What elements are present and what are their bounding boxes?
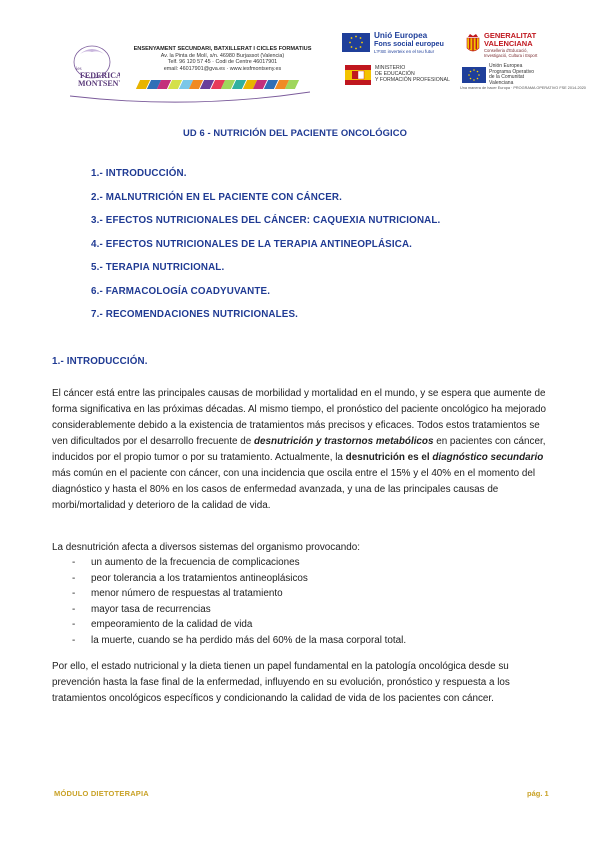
list-item bbox=[72, 571, 406, 587]
spain-coat-of-arms-icon bbox=[345, 65, 371, 85]
bullet-dash: - bbox=[72, 572, 76, 584]
table-of-contents bbox=[91, 168, 440, 333]
toc-item: 4.- EFECTOS NUTRICIONALES DE LA TERAPIA ANTINEOPLÁSICA. bbox=[91, 238, 413, 250]
bullet-dash: - bbox=[72, 619, 76, 630]
intro-paragraph bbox=[52, 386, 548, 514]
toc-item: 6.- FARMACOLOGÍA COADYUVANTE. bbox=[91, 285, 271, 297]
eu-flag-icon bbox=[342, 33, 370, 52]
bullet-dash: - bbox=[72, 634, 76, 646]
eu-line3: L'FSE inverteix en el teu futur bbox=[374, 49, 435, 54]
ministerio-logo bbox=[375, 65, 450, 83]
list-item bbox=[72, 555, 406, 571]
eu-fse-logo bbox=[374, 31, 444, 55]
toc-item: 7.- RECOMENDACIONES NUTRICIONALES. bbox=[91, 309, 299, 320]
school-phone: Telf. 96 120 57 45 · Codi de Centre 46017901 bbox=[167, 59, 278, 66]
list-item bbox=[72, 602, 406, 618]
es-line3: Y FORMACIÓN PROFESIONAL bbox=[375, 77, 450, 83]
feder-logo bbox=[489, 64, 534, 86]
school-name: ENSENYAMENT SECUNDARI, BATXILLERAT I CICLES FORMATIUS bbox=[133, 46, 312, 52]
logo-text-ies: ies bbox=[76, 67, 82, 72]
list-item-text: la muerte, cuando se ha perdido más del 60% de la masa corporal total. bbox=[91, 634, 407, 646]
gv-sub1: Conselleria d'Educació, bbox=[484, 48, 528, 53]
intro-text-emphasis: desnutrición y trastornos metabólicos bbox=[254, 436, 434, 447]
intro-text-bold: desnutrición es el bbox=[345, 452, 433, 463]
es-line1: MINISTERIO bbox=[375, 65, 406, 71]
eu-line1: Unió Europea bbox=[374, 31, 428, 40]
footer-module-name: MÓDULO DIETOTERAPIA bbox=[54, 789, 149, 798]
list-item bbox=[72, 633, 406, 649]
intro-text-a: El cáncer está entre las principales causas de morbilidad y mortalidad en el mundo, y se espera que aumente de forma significativa en las próximas décadas. Al mismo tiempo, el pronóstico del paciente oncológico ha mejorado considerablemente debido a la existencia de tratamientos más precisos y eficaces. Todos estos tratamientos se ven dificultados por el desarrollo frecuente de bbox=[52, 388, 547, 447]
intro-text-c: en pacientes con cáncer, inducidos por el propio tumor o por su tratamiento. Actualmente, la bbox=[52, 436, 546, 463]
intro-text-emphasis-2: diagnóstico secundario bbox=[432, 452, 544, 463]
list-item-text: menor número de respuestas al tratamiento bbox=[91, 588, 283, 599]
section-heading: 1.- INTRODUCCIÓN. bbox=[52, 356, 148, 367]
bullet-dash: - bbox=[72, 603, 76, 615]
eu2-line2: Programa Operativo bbox=[489, 68, 535, 75]
page-title: UD 6 - NUTRICIÓN DEL PACIENTE ONCOLÓGICO bbox=[183, 127, 407, 138]
eu2-line1: Unión Europea bbox=[489, 63, 523, 69]
effects-list bbox=[72, 555, 406, 648]
effects-intro: La desnutrición afecta a diversos sistemas del organismo provocando: bbox=[52, 542, 360, 553]
eu-flag-small-icon bbox=[462, 67, 486, 83]
logo-text-montseny: MONTSENY bbox=[78, 79, 120, 88]
school-info bbox=[120, 46, 325, 72]
toc-item: 3.- EFECTOS NUTRICIONALES DEL CÁNCER: CAQUEXIA NUTRICIONAL. bbox=[91, 215, 441, 226]
list-item-text: un aumento de la frecuencia de complicaciones bbox=[91, 557, 300, 568]
eu2-line3: de la Comunitat bbox=[489, 74, 525, 81]
gv-line1: GENERALITAT bbox=[484, 31, 537, 40]
bullet-dash: - bbox=[72, 557, 76, 568]
list-item bbox=[72, 617, 406, 633]
feder-footnote: Una manera de hacer Europa · PROGRAMA OPERATIVO FSE 2014-2020 bbox=[460, 86, 586, 90]
list-item bbox=[72, 586, 406, 602]
toc-item: 2.- MALNUTRICIÓN EN EL PACIENTE CON CÁNCER. bbox=[91, 191, 343, 203]
toc-item: 5.- TERAPIA NUTRICIONAL. bbox=[91, 262, 225, 273]
eu-line2: Fons social europeu bbox=[374, 39, 444, 48]
gv-line2: VALENCIANA bbox=[484, 39, 533, 48]
list-item-text: peor tolerancia a los tratamientos antineoplásicos bbox=[91, 572, 308, 584]
school-address: Av. la Pinta de Molí, s/n. 46980 Burjassot (Valencia) bbox=[160, 52, 285, 59]
logo-text-federica: FEDERICA bbox=[80, 71, 120, 80]
intro-text-f: más común en el paciente con cáncer, con una incidencia que oscila entre el 15% y el 40% en el momento del diagnóstico y hasta el 80% en los casos de enfermedad avanzada, y una de las principales causas de morbi/mortalidad y deterioro de la calidad de vida. bbox=[52, 468, 536, 511]
bullet-dash: - bbox=[72, 588, 76, 599]
list-item-text: empeoramiento de la calidad de vida bbox=[91, 619, 253, 630]
es-line2: DE EDUCACIÓN bbox=[375, 71, 415, 77]
conclusion-paragraph: Por ello, el estado nutricional y la dieta tienen un papel fundamental en la patología oncológica desde su prevención hasta la fase final de la enfermedad, influyendo en su evolución, pronóstico y respuesta a los tratamientos oncológicos específicos y condicionando la calidad de vida de los pacientes con cáncer. bbox=[52, 661, 510, 704]
eu2-line4: Valenciana bbox=[489, 79, 514, 86]
school-email: email: 46017901@gva.es · www.iesfmontseny.es bbox=[163, 65, 282, 72]
gv-sub2: Investigació, Cultura i Esport bbox=[484, 53, 538, 58]
list-item-text: mayor tasa de recurrencias bbox=[91, 603, 211, 615]
toc-item: 1.- INTRODUCCIÓN. bbox=[91, 168, 187, 179]
generalitat-logo bbox=[484, 32, 537, 58]
footer-page-number: pág. 1 bbox=[527, 789, 549, 798]
generalitat-emblem-icon bbox=[464, 32, 482, 56]
school-header-curve bbox=[70, 86, 310, 106]
